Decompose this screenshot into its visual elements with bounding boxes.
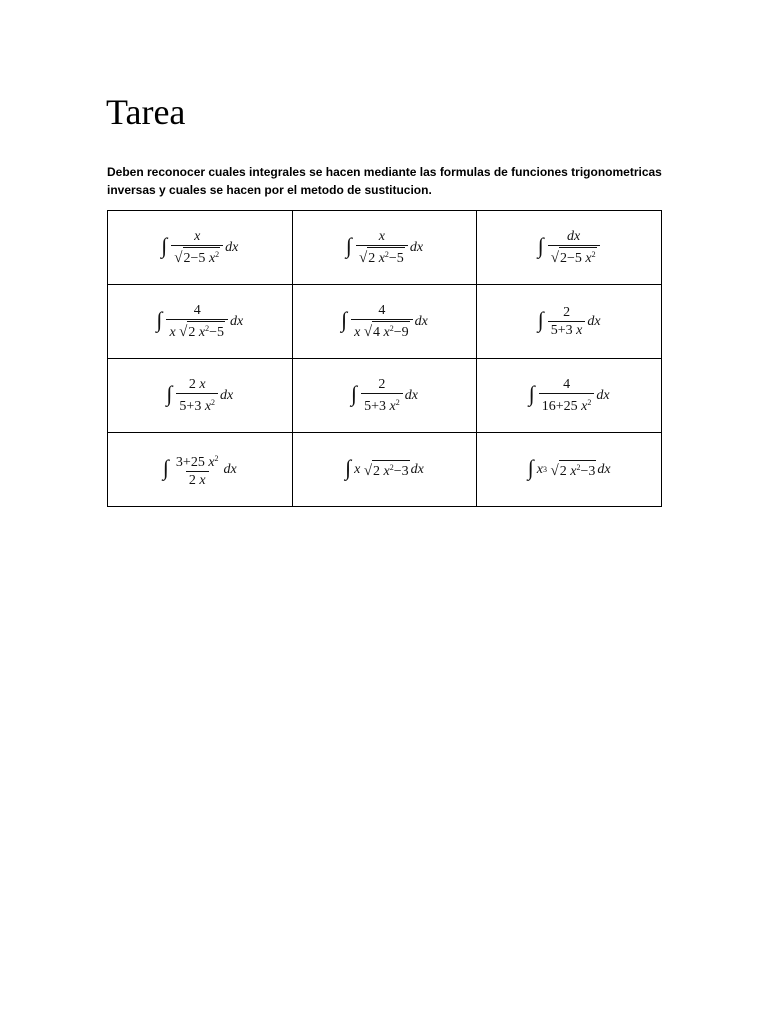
page-title: Tarea xyxy=(106,92,186,132)
table-row xyxy=(108,285,662,359)
integral-cell-4 xyxy=(108,285,293,359)
integral-expression: ∫ $\frac{2}{5+3 x^2}$ dx xyxy=(351,377,418,414)
integral-cell-1 xyxy=(108,211,293,285)
integral-cell-11 xyxy=(292,433,477,507)
integral-expression: ∫ x √ 2 $x^2-3$ dx xyxy=(345,454,424,480)
table-row xyxy=(108,211,662,285)
integral-cell-2 xyxy=(292,211,477,285)
integral-cell-8 xyxy=(292,359,477,433)
integral-expression: ∫ x √ 2−5 $x^2$ dx xyxy=(161,229,239,266)
integral-cell-5 xyxy=(292,285,477,359)
integral-expression: ∫ 4 x √ 2 $x^2-5$ dx xyxy=(156,303,244,340)
integral-cell-10 xyxy=(108,433,293,507)
integral-cell-9 xyxy=(477,359,662,433)
table-row xyxy=(108,433,662,507)
integral-cell-7 xyxy=(108,359,293,433)
integral-expression: ∫ x √ 2 $x^2-5$ dx xyxy=(345,229,424,266)
integrals-table xyxy=(107,210,662,507)
integral-cell-3 xyxy=(477,211,662,285)
integral-expression: ∫ 4 x √ 4 $x^2-9$ dx xyxy=(341,303,428,340)
table-row xyxy=(108,359,662,433)
integral-expression: ∫ $\frac{4}{16+25 x^2}$ dx xyxy=(528,377,610,414)
instructions-line-2: inversas y cuales se hacen por el metodo de sustitucion. xyxy=(107,183,432,197)
integral-expression: ∫ dx √ 2−5 $x^2$ xyxy=(538,229,601,266)
instructions-line-1: Deben reconocer cuales integrales se hacen mediante las formulas de funciones trigonometricas xyxy=(107,165,662,179)
integral-cell-12 xyxy=(477,433,662,507)
integral-expression: ∫ $\frac{3+25 x^2}{2 x}$ dx xyxy=(162,454,237,488)
integral-expression: ∫ x 3 √ 2 $x^2-3$ dx xyxy=(527,454,611,480)
instructions-paragraph xyxy=(107,163,667,199)
integral-cell-6 xyxy=(477,285,662,359)
integral-expression: ∫ $\frac{2 x}{5+3 x^2}$ dx xyxy=(166,377,234,414)
integral-expression: ∫ $\frac{2}{5+3 x}$ dx xyxy=(537,305,601,338)
